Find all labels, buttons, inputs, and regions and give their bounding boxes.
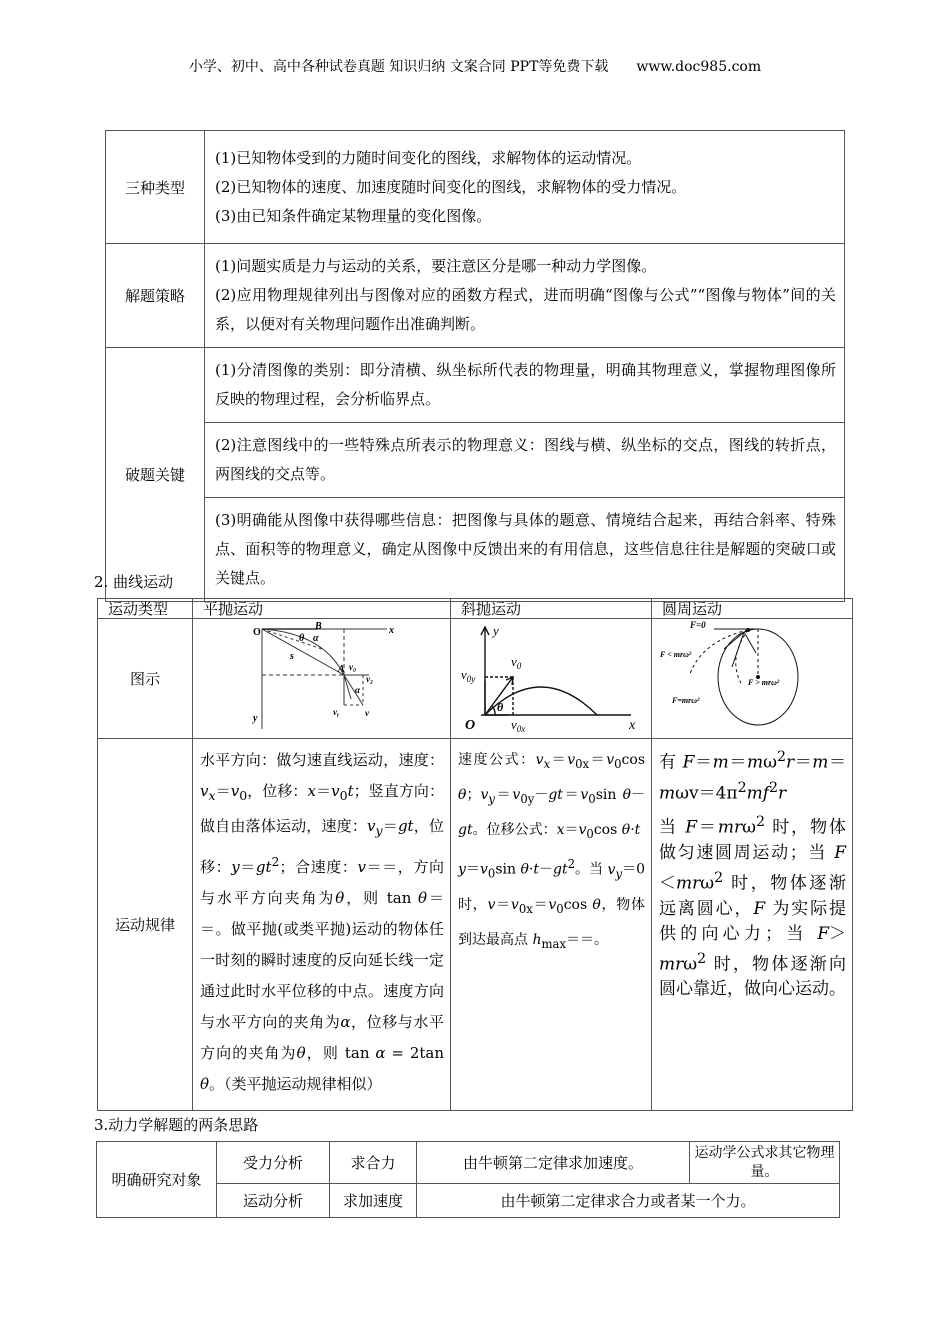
force-law-cell: 由牛顿第二定律求合力或者某一个力。 <box>417 1184 840 1218</box>
particle-dot <box>746 628 750 632</box>
fig2-label-x: x <box>629 718 636 733</box>
fig1-label-vy: vᵧ <box>333 707 340 717</box>
acceleration-law-cell: 由牛顿第二定律求加速度。 <box>417 1142 690 1184</box>
types-cell <box>205 131 845 244</box>
header-projectile: 平抛运动 <box>193 599 451 619</box>
fig1-label-B: B <box>315 621 322 632</box>
net-force-cell: 求合力 <box>330 1142 417 1184</box>
fig2-label-theta: θ <box>497 700 504 714</box>
curve-motion-table <box>97 598 853 1111</box>
row-label-types: 三种类型 <box>106 131 205 244</box>
fig3-label-f3: F=mrω² <box>672 696 700 705</box>
strategy-line-1: (1)问题实质是力与运动的关系，要注意区分是哪一种动力学图像。 <box>215 257 657 275</box>
key-cell-1: (1)分清图像的类别：即分清横、纵坐标所代表的物理量，明确其物理意义，掌握物理图像所反映的物理过程，会分析临界点。 <box>205 348 845 423</box>
force-analysis-cell: 受力分析 <box>217 1142 330 1184</box>
oblique-rules: 速度公式：$v_x=v_{0x}=v_0\cos$ θ；$v_y=v_{0y}-gt=v_0\sin$ θ－gt。位移公式：$x=v_0\cos$ θ·t $y=v_0\sin$ $\theta\cdot t-gt^2$。当 $v_y=0$ 时，$v=v_{0x}=v_0\cos$ θ，物体到达最高点 $h_{max}==$。 <box>451 739 652 1111</box>
header-oblique: 斜抛运动 <box>451 599 652 619</box>
fig3-label-f1: F < mrω² <box>660 650 692 659</box>
projectile-rules: 水平方向：做匀速直线运动，速度：$v_x=v_0$，位移：$x=v_0t$；竖直方向：做自由落体运动，速度：$v_y=gt$，位移：$y=gt^2$；合速度：v＝＝，方向与水平方向夹角为θ，则 tan θ＝＝。做平抛(或类平抛)运动的物体任一时刻的瞬时速度的反向延长线一定通过此时水平位移的中点。速度方向与水平方向的夹角为α，位移与水平方向的夹角为θ，则 tan α = 2tan θ。（类平抛运动规律相似） <box>193 739 451 1111</box>
row-label-key: 破题关键 <box>106 348 205 602</box>
types-line-2: (2)已知物体的速度、加速度随时间变化的图线，求解物体的受力情况。 <box>215 177 687 196</box>
fig3-label-f2: F > mrω² <box>748 678 780 687</box>
fig2-label-O: O <box>465 718 476 733</box>
key-cell-2: (2)注意图线中的一些特殊点所表示的物理意义：图线与横、纵坐标的交点，图线的转折点，两图线的交点等。 <box>205 423 845 498</box>
fig1-label-x: x <box>389 625 394 636</box>
fig3-label-f0: F=0 <box>690 620 706 630</box>
fig1-label-alpha: α <box>313 633 319 644</box>
fig-oblique-cell <box>451 619 652 739</box>
fig1-label-O: O <box>253 627 261 638</box>
projectile-diagram <box>193 619 438 734</box>
fig1-label-alpha2: α <box>355 685 360 695</box>
fig2-label-v0x: $v_{0x}$ <box>511 717 526 734</box>
diagram-label: 图示 <box>98 619 193 739</box>
page-header <box>0 56 950 76</box>
strategy-line-2: (2)应用物理规律列出与图像对应的函数方程式，进而明确“图像与公式”“图像与物体”间的关系，以便对有关物理问题作出准确判断。 <box>215 286 836 333</box>
header-text: 小学、初中、高中各种试卷真题 知识归纳 文案合同 PPT等免费下载 <box>188 59 609 75</box>
strategy-cell <box>205 244 845 348</box>
find-acceleration-cell: 求加速度 <box>330 1184 417 1218</box>
types-line-1: (1)已知物体受到的力随时间变化的图线，求解物体的运动情况。 <box>215 148 642 167</box>
row-label-strategy: 解题策略 <box>106 244 205 348</box>
oblique-diagram <box>451 619 651 734</box>
key-cell-3: (3)明确能从图像中获得哪些信息：把图像与具体的题意、情境结合起来，再结合斜率、特殊点、面积等的物理意义，确定从图像中反馈出来的有用信息，这些信息往往是解题的突破口或关键点。 <box>205 498 845 602</box>
fig2-label-v0: $v_0$ <box>511 654 522 671</box>
two-approaches-table <box>96 1141 840 1218</box>
fig1-label-v2: v₂ <box>366 674 374 684</box>
types-line-3: (3)由已知条件确定某物理量的变化图像。 <box>215 206 492 225</box>
header-site[interactable]: www.doc985.com <box>636 59 762 75</box>
fig-projectile-cell <box>193 619 451 739</box>
motion-analysis-cell: 运动分析 <box>217 1184 330 1218</box>
fig1-label-A: A <box>338 664 345 675</box>
header-circular: 圆周运动 <box>652 599 853 619</box>
fig-circular-cell <box>652 619 853 739</box>
kinematics-cell: 运动学公式求其它物理量。 <box>690 1142 840 1184</box>
fig2-label-v0y: $v_{0y}$ <box>461 667 476 684</box>
fig2-label-y: y <box>493 623 499 638</box>
header-type: 运动类型 <box>98 599 193 619</box>
research-object-cell: 明确研究对象 <box>97 1142 217 1218</box>
circular-diagram <box>652 619 847 734</box>
fig1-label-theta: θ <box>299 633 305 644</box>
fig1-label-v: v <box>365 708 369 718</box>
fig1-label-v0: v₀ <box>349 662 357 672</box>
rule-label: 运动规律 <box>98 739 193 1111</box>
fig1-label-s: s <box>290 651 294 662</box>
fig1-label-y: y <box>253 713 258 724</box>
section-3-title: 3.动力学解题的两条思路 <box>94 1116 259 1134</box>
dynamics-graph-table <box>105 130 845 602</box>
section-2-title: 2. 曲线运动 <box>94 573 174 591</box>
circular-rules: 有 $F=m=m\omega^2r=m=m\omega v=4\pi^2mf^2r$ 当 F＝mrω$^2$ 时，物体做匀速圆周运动；当 F＜mrω$^2$ 时，物体逐渐远离圆心，F 为实际提供的向心力；当 F＞mrω$^2$ 时，物体逐渐向圆心靠近，做向心运动。 <box>652 739 853 1111</box>
